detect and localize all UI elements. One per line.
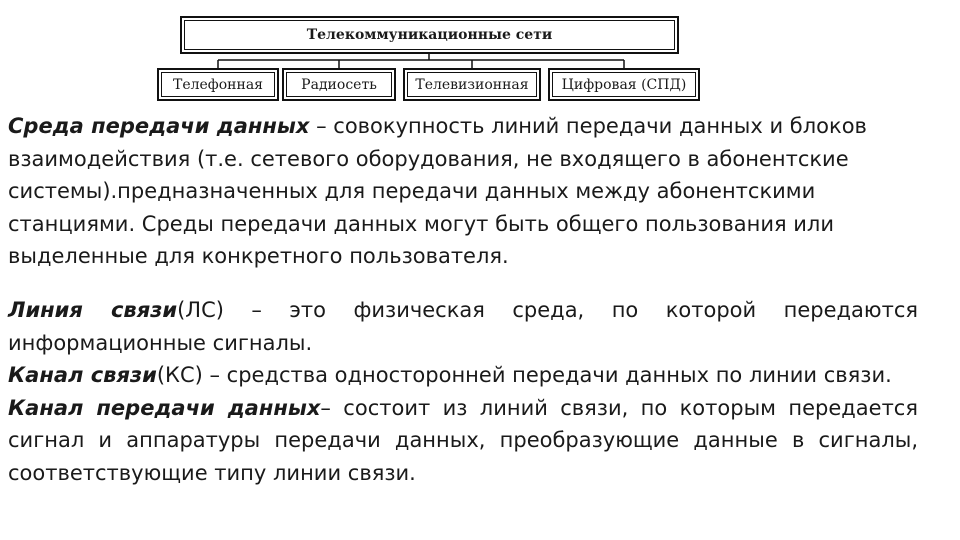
definition-paragraph [8, 110, 918, 273]
definition-separator: – [309, 114, 334, 138]
definition-term: Среда передачи данных [8, 114, 310, 138]
definition-data-channel [8, 392, 918, 490]
definition-text: совокупность линий передачи данных и блоков взаимодействия (т.е. сетевого оборудования, не входящего в абонентские системы).предназначенных для передачи данных между абонентскими станциями. Среды передачи данных могут быть общего пользования или выделенные для конкретного пользователя. [8, 114, 867, 268]
definition-term: Канал связи [8, 363, 157, 387]
definition-separator: (КС) – [156, 363, 227, 387]
definition-term: Канал передачи данных [8, 395, 321, 420]
definition-communication-channel [8, 359, 918, 392]
definition-text: это физическая среда, по которой передаются информационные сигналы. [8, 298, 919, 355]
diagram-node-label: Телевизионная [407, 72, 537, 97]
diagram-node-label: Телефонная [161, 72, 275, 97]
diagram-root-label: Телекоммуникационные сети [184, 20, 675, 50]
diagram-node-label: Цифровая (СПД) [552, 72, 696, 97]
definition-separator: – [320, 395, 344, 420]
diagram-node-radio [282, 68, 396, 101]
definition-text: средства односторонней передачи данных по линии связи. [226, 363, 892, 387]
definition-term: Линия связи [8, 298, 178, 322]
definition-communication-line [8, 294, 918, 359]
definitions-list [8, 294, 918, 489]
diagram-node-telephone [157, 68, 279, 101]
diagram-node-label: Радиосеть [286, 72, 392, 97]
definition-data-medium [8, 110, 918, 273]
network-types-diagram [0, 0, 960, 105]
definition-text: состоит из линий связи, по которым передается сигнал и аппаратуры передачи данных, преобразующие данные в сигналы, соответствующие типу линии связи. [8, 395, 918, 485]
diagram-node-television [403, 68, 541, 101]
definition-separator: (ЛС) – [177, 298, 290, 322]
diagram-node-digital [548, 68, 700, 101]
diagram-root-node [180, 16, 679, 54]
